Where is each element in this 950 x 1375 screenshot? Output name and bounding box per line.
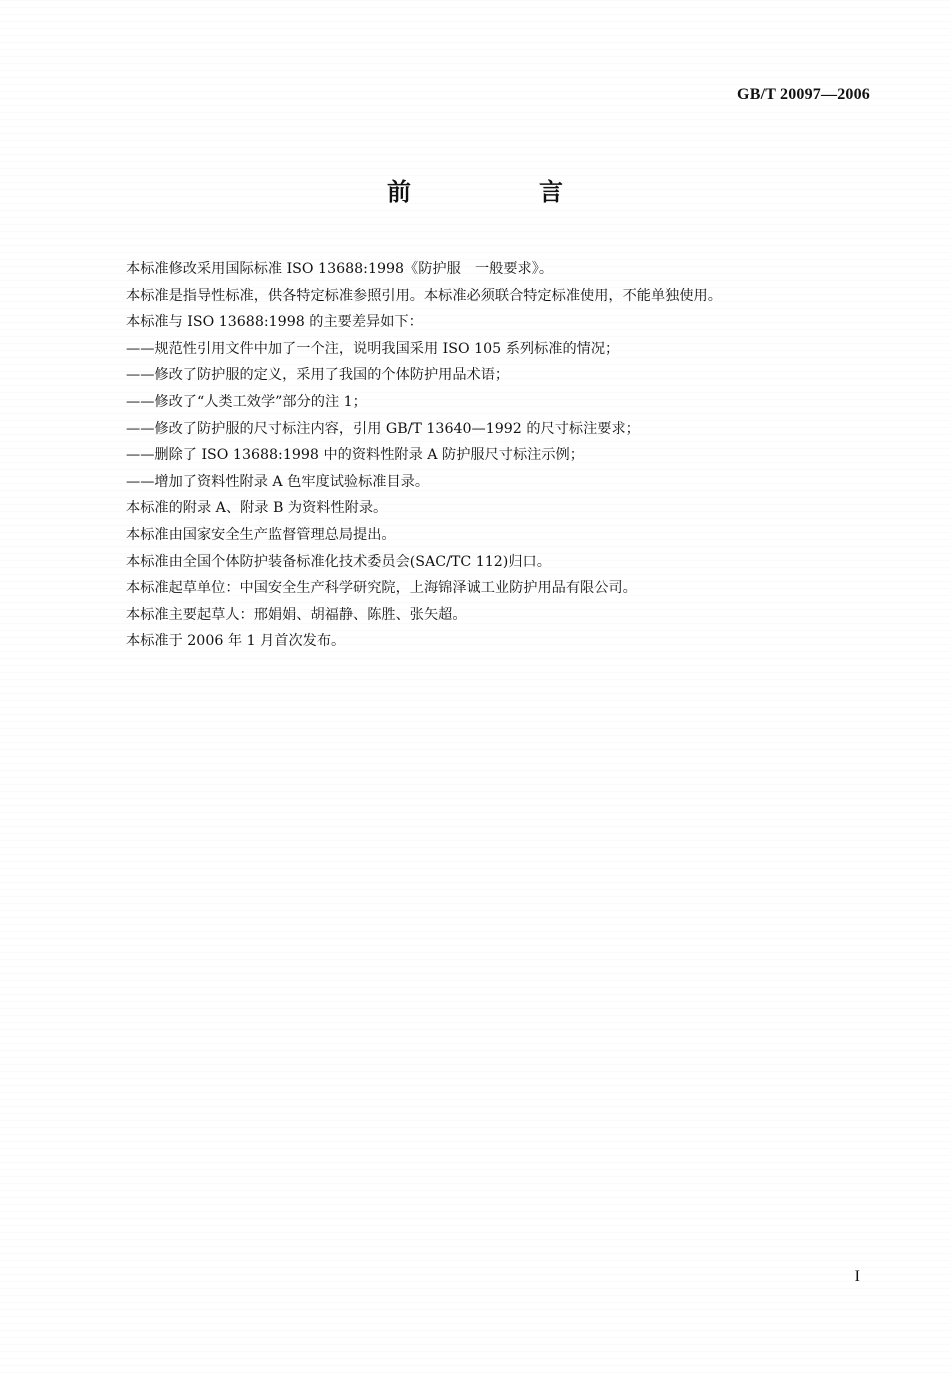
standard-code: GB/T 20097—2006 — [737, 86, 870, 103]
foreword-line: 本标准主要起草人：邢娟娟、胡福静、陈胜、张矢超。 — [126, 606, 467, 623]
foreword-line: 本标准由国家安全生产监督管理总局提出。 — [126, 526, 396, 543]
foreword-line: 本标准由全国个体防护装备标准化技术委员会(SAC/TC 112)归口。 — [126, 553, 551, 570]
page-number: I — [854, 1268, 860, 1285]
page-title: 前 言 — [387, 178, 615, 206]
foreword-line: 本标准与 ISO 13688:1998 的主要差异如下： — [126, 314, 423, 331]
foreword-body — [126, 256, 866, 655]
foreword-line: ——删除了 ISO 13688:1998 中的资料性附录 A 防护服尺寸标注示例； — [126, 447, 584, 464]
foreword-line: 本标准起草单位：中国安全生产科学研究院，上海锦泽诚工业防护用品有限公司。 — [126, 580, 637, 597]
foreword-line: ——修改了防护服的尺寸标注内容，引用 GB/T 13640—1992 的尺寸标注要求； — [126, 420, 640, 437]
foreword-line: 本标准修改采用国际标准 ISO 13688:1998《防护服 一般要求》。 — [126, 261, 554, 277]
foreword-line: 本标准的附录 A、附录 B 为资料性附录。 — [126, 500, 388, 517]
foreword-line: ——修改了防护服的定义，采用了我国的个体防护用品术语； — [126, 367, 510, 384]
foreword-line: 本标准于 2006 年 1 月首次发布。 — [126, 633, 346, 650]
foreword-line: ——增加了资料性附录 A 色牢度试验标准目录。 — [126, 473, 430, 490]
foreword-line: ——修改了“人类工效学”部分的注 1； — [126, 393, 367, 410]
foreword-line: ——规范性引用文件中加了一个注，说明我国采用 ISO 105 系列标准的情况； — [126, 340, 620, 357]
foreword-line: 本标准是指导性标准，供各特定标准参照引用。本标准必须联合特定标准使用，不能单独使用。 — [126, 287, 722, 304]
